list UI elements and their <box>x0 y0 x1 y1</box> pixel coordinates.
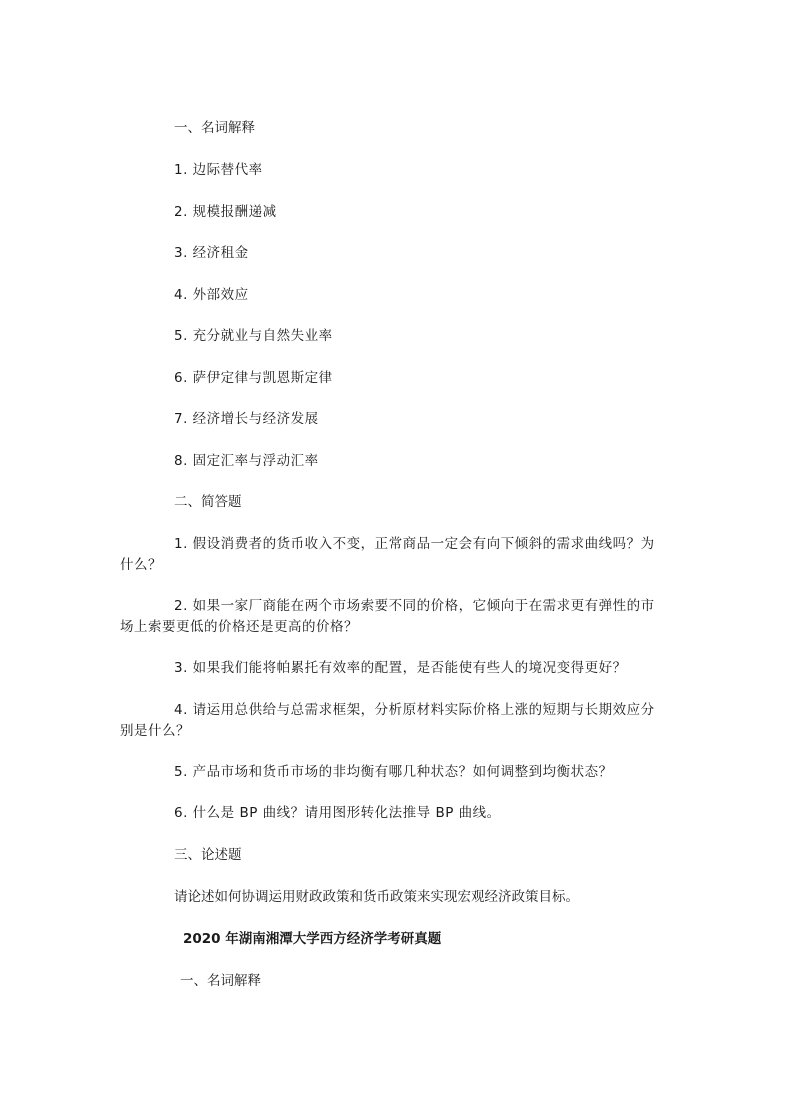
term-item-5: 5. 充分就业与自然失业率 <box>174 328 333 344</box>
question-item-5: 5. 产品市场和货币市场的非均衡有哪几种状态？如何调整到均衡状态？ <box>174 764 613 780</box>
next-exam-title: 2020 年湖南湘潭大学西方经济学考研真题 <box>183 931 442 947</box>
question-item-2: 2. 如果一家厂商能在两个市场索要不同的价格，它倾向于在需求更有弹性的市场上索要更低的价格还是更高的价格？ <box>120 598 655 635</box>
question-item-1: 1. 假设消费者的货币收入不变，正常商品一定会有向下倾斜的需求曲线吗？为什么？ <box>120 536 655 573</box>
next-exam-section-1-heading: 一、名词解释 <box>180 973 261 989</box>
term-item-7: 7. 经济增长与经济发展 <box>174 411 319 427</box>
term-item-6: 6. 萨伊定律与凯恩斯定律 <box>174 370 333 386</box>
term-item-8: 8. 固定汇率与浮动汇率 <box>174 453 319 469</box>
section-1-heading: 一、名词解释 <box>174 120 255 136</box>
section-3-heading: 三、论述题 <box>174 847 242 863</box>
term-item-4: 4. 外部效应 <box>174 287 249 303</box>
term-item-1: 1. 边际替代率 <box>174 162 263 178</box>
question-item-6: 6. 什么是 BP 曲线？请用图形转化法推导 BP 曲线。 <box>174 805 501 821</box>
question-item-3: 3. 如果我们能将帕累托有效率的配置，是否能使有些人的境况变得更好？ <box>174 660 627 676</box>
term-item-2: 2. 规模报酬递减 <box>174 204 277 220</box>
term-item-3: 3. 经济租金 <box>174 245 249 261</box>
section-2-heading: 二、简答题 <box>174 494 242 510</box>
question-item-4: 4. 请运用总供给与总需求框架，分析原材料实际价格上涨的短期与长期效应分别是什么？ <box>120 702 655 739</box>
essay-question: 请论述如何协调运用财政政策和货币政策来实现宏观经济政策目标。 <box>174 889 579 905</box>
